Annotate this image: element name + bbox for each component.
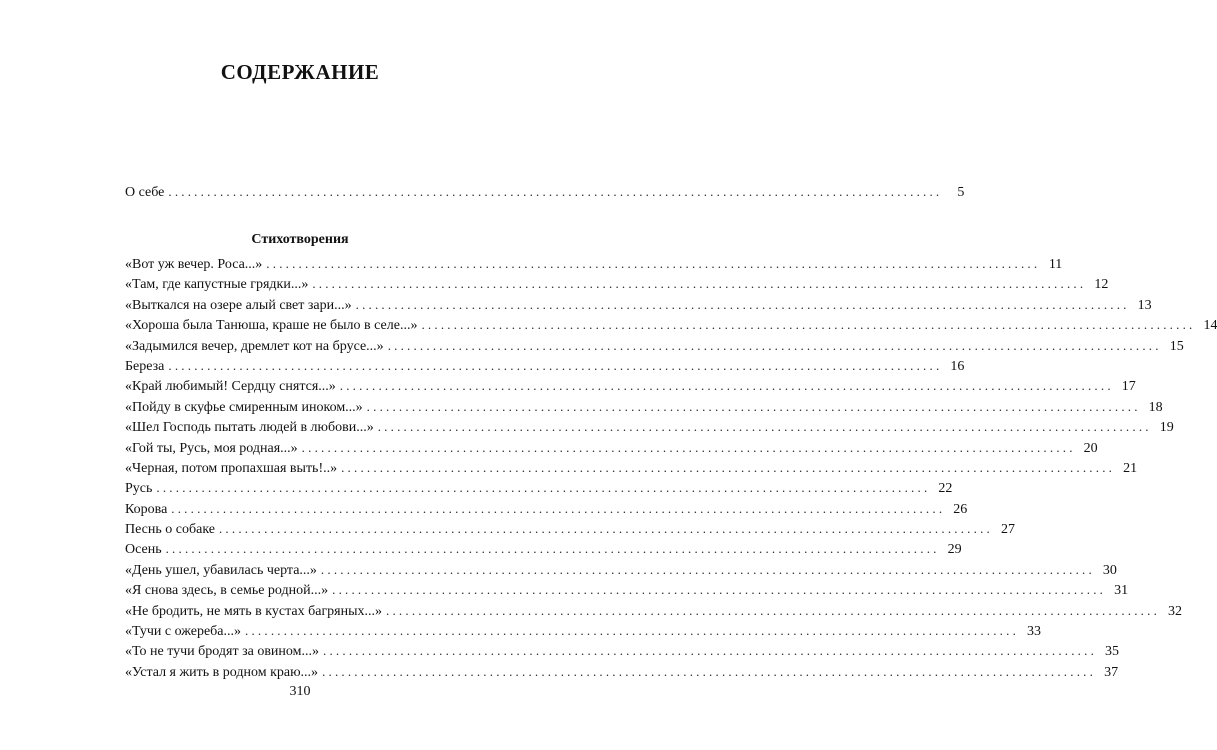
toc-row [125,254,1063,274]
toc-leader-dots: ........................................................................................................................ [312,276,1087,292]
toc-entry-page: 16 [950,358,965,374]
toc-leader-dots: ........................................................................................................................ [421,317,1196,333]
toc-entry-title: Береза [125,358,165,374]
toc-entry-page: 27 [1000,522,1015,538]
toc-entry-page: 17 [1121,379,1136,395]
section-title: Стихотворения [251,232,349,247]
toc-row [125,315,1217,335]
toc-leader-dots: ........................................................................................................................ [366,398,1141,414]
toc-entry-page: 29 [947,542,962,558]
toc-leader-dots: ........................................................................................................................ [332,582,1107,598]
toc-row [125,478,953,498]
toc-entry-title: «Вот уж вечер. Роса...» [125,257,263,272]
toc-entry-page: 26 [953,501,968,517]
toc-row [125,356,965,376]
toc-entry-title: «Выткался на озере алый свет зари...» [125,297,352,313]
toc-row [125,376,1136,396]
toc-entry-title: «Черная, потом пропахшая выть!..» [125,460,338,476]
toc-leader-dots: ........................................................................................................................ [156,480,931,496]
toc-entry-title: «Пойду в скуфье смиренным иноком...» [125,399,363,415]
toc-leader-dots: ........................................................................................................................ [387,337,1162,353]
toc-leader-dots: ........................................................................................................................ [323,643,1098,659]
toc-entry-page: 18 [1148,399,1163,415]
toc-entry-page: 19 [1159,420,1174,436]
toc-leader-dots: ........................................................................................................................ [168,184,943,199]
toc-entry-page: 37 [1104,664,1119,680]
toc-leader-dots: ........................................................................................................................ [266,256,1041,271]
toc-entry-title: «Край любимый! Сердцу снятся...» [125,379,336,395]
toc-row [125,662,1119,682]
toc-row [125,560,1117,580]
toc-entry-page: 33 [1027,624,1042,640]
toc-row [125,417,1174,437]
toc-leader-dots: ........................................................................................................................ [341,459,1116,475]
toc-entry-title: «Гой ты, Русь, моя родная...» [125,440,298,456]
toc-leader-dots: ........................................................................................................................ [377,419,1152,435]
toc-list [125,254,1217,682]
toc-row [125,621,1042,641]
toc-entry-page: 13 [1137,297,1152,313]
toc-entry-title: «Тучи с ожереба...» [125,624,242,640]
toc-leader-dots: ........................................................................................................................ [320,561,1095,577]
toc-leader-dots: ........................................................................................................................ [386,602,1161,618]
toc-entry-page: 21 [1123,460,1138,476]
toc-intro [125,182,965,202]
toc-entry-title: «То не тучи бродят за овином...» [125,644,320,660]
toc-entry-title: «Устал я жить в родном краю...» [125,664,319,680]
toc-entry-title: Русь [125,481,153,497]
page-number: 310 [289,684,311,699]
toc-entry-title: «День ушел, убавилась черта...» [125,562,317,578]
toc-leader-dots: ........................................................................................................................ [322,663,1097,679]
toc-entry-title: «Я снова здесь, в семье родной...» [125,583,329,599]
toc-row [125,295,1152,315]
toc-leader-dots: ........................................................................................................................ [355,296,1130,312]
page-title: СОДЕРЖАНИЕ [220,60,380,84]
toc-entry-page: 30 [1102,562,1117,578]
toc-row [125,336,1184,356]
toc-entry-page: 31 [1114,583,1129,599]
toc-entry-page: 15 [1169,338,1184,354]
toc-row [125,274,1109,294]
toc-row [125,182,965,202]
toc-entry-title: О себе [125,185,165,200]
toc-entry-page: 14 [1203,318,1217,334]
toc-row [125,458,1138,478]
toc-leader-dots: ........................................................................................................................ [171,500,946,516]
toc-entry-title: Корова [125,501,168,517]
toc-entry-page: 20 [1083,440,1098,456]
toc-entry-page: 35 [1105,644,1120,660]
toc-row [125,519,1015,539]
toc-entry-title: Песнь о собаке [125,522,215,538]
toc-entry-title: «Не бродить, не мять в кустах багряных...» [125,603,383,619]
toc-row [125,601,1183,621]
toc-leader-dots: ........................................................................................................................ [165,541,940,557]
toc-entry-title: «Шел Господь пытать людей в любови...» [125,420,374,436]
toc-entry-page: 11 [1048,257,1063,272]
toc-row [125,641,1120,661]
toc-entry-page: 5 [957,185,965,200]
toc-leader-dots: ........................................................................................................................ [168,357,943,373]
toc-leader-dots: ........................................................................................................................ [218,521,993,537]
toc-entry-title: «Хороша была Танюша, краше не было в селе...» [125,318,418,334]
toc-row [125,397,1163,417]
toc-entry-title: Осень [125,542,162,558]
toc-row [125,499,968,519]
toc-entry-title: «Там, где капустные грядки...» [125,277,309,293]
toc-leader-dots: ........................................................................................................................ [245,623,1020,639]
toc-leader-dots: ........................................................................................................................ [301,439,1076,455]
toc-row [125,539,962,559]
toc-entry-page: 32 [1168,603,1183,619]
toc-row [125,580,1129,600]
toc-row [125,438,1098,458]
toc-entry-page: 12 [1094,277,1109,293]
toc-leader-dots: ........................................................................................................................ [339,378,1114,394]
toc-entry-title: «Задымился вечер, дремлет кот на брусе...» [125,338,384,354]
toc-entry-page: 22 [938,481,953,497]
